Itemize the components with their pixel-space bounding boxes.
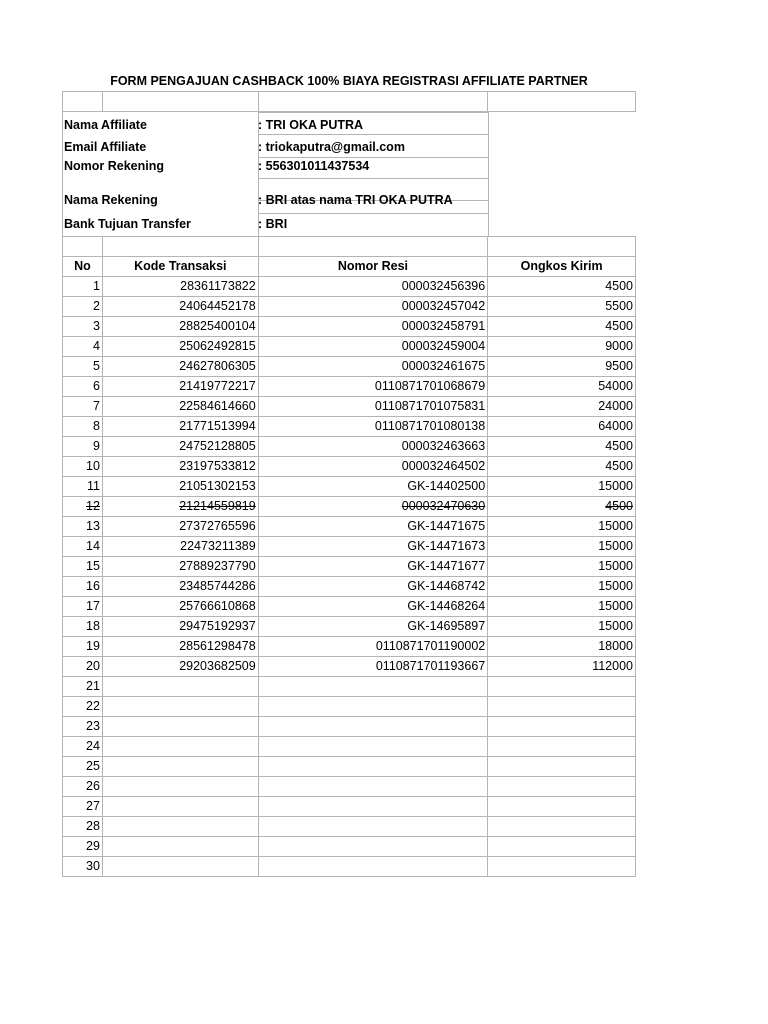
table-body: [63, 277, 636, 877]
row-no-cell: 24: [63, 737, 103, 757]
row-ongkos-cell: 4500: [488, 277, 636, 297]
table-row: [63, 677, 636, 697]
row-kode-cell: 23485744286: [102, 577, 258, 597]
table-header-row: [63, 257, 636, 277]
row-no-cell: 29: [63, 837, 103, 857]
spacer-cell: [63, 92, 103, 112]
row-kode-cell: [102, 857, 258, 877]
row-resi-cell: [258, 857, 488, 877]
row-kode-cell: [102, 817, 258, 837]
row-resi-cell: [258, 777, 488, 797]
header-nomor-resi: Nomor Resi: [258, 257, 488, 277]
row-no-cell: 11: [63, 477, 103, 497]
info-value: : 556301011437534: [258, 159, 370, 173]
table-row: [63, 757, 636, 777]
spacer-row-top: [62, 91, 636, 112]
info-value: : triokaputra@gmail.com: [258, 140, 405, 154]
row-kode-cell: [102, 837, 258, 857]
row-ongkos-cell: 15000: [488, 617, 636, 637]
table-row: [63, 377, 636, 397]
row-resi-cell: [258, 837, 488, 857]
spacer-cell: [102, 237, 258, 257]
row-no-cell: 18: [63, 617, 103, 637]
table-row: [63, 717, 636, 737]
row-ongkos-cell: 5500: [488, 297, 636, 317]
row-ongkos-cell: [488, 797, 636, 817]
row-kode-cell: 24064452178: [102, 297, 258, 317]
row-resi-cell: 0110871701075831: [258, 397, 488, 417]
table-row: [63, 597, 636, 617]
row-no-cell: 22: [63, 697, 103, 717]
row-resi-cell: GK-14402500: [258, 477, 488, 497]
spacer-cell: [488, 92, 636, 112]
row-resi-cell: [258, 797, 488, 817]
info-value: : BRI: [258, 217, 288, 231]
row-kode-cell: 25766610868: [102, 597, 258, 617]
table-row: [63, 557, 636, 577]
row-ongkos-cell: 4500: [488, 317, 636, 337]
row-no-cell: 3: [63, 317, 103, 337]
row-kode-cell: 22584614660: [102, 397, 258, 417]
row-ongkos-cell: 54000: [488, 377, 636, 397]
row-resi-cell: 000032458791: [258, 317, 488, 337]
row-ongkos-cell: [488, 697, 636, 717]
spacer-cell: [102, 92, 258, 112]
info-label: Nama Affiliate: [64, 118, 147, 132]
row-kode-cell: 27372765596: [102, 517, 258, 537]
info-value: : BRI atas nama TRI OKA PUTRA: [258, 193, 453, 207]
row-resi-cell: 000032456396: [258, 277, 488, 297]
table-row: [63, 857, 636, 877]
table-row: [63, 497, 636, 517]
row-resi-cell: 000032457042: [258, 297, 488, 317]
info-label: Nomor Rekening: [64, 159, 165, 173]
row-no-cell: 25: [63, 757, 103, 777]
header-ongkos-kirim: Ongkos Kirim: [488, 257, 636, 277]
row-ongkos-cell: 4500: [488, 497, 636, 517]
row-resi-cell: 000032459004: [258, 337, 488, 357]
table-row: [63, 277, 636, 297]
row-no-cell: 4: [63, 337, 103, 357]
row-no-cell: 17: [63, 597, 103, 617]
row-resi-cell: GK-14471673: [258, 537, 488, 557]
row-no-cell: 2: [63, 297, 103, 317]
table-row: [63, 357, 636, 377]
table-row: [63, 817, 636, 837]
row-kode-cell: [102, 677, 258, 697]
row-no-cell: 12: [63, 497, 103, 517]
row-no-cell: 23: [63, 717, 103, 737]
row-ongkos-cell: 9000: [488, 337, 636, 357]
form-title: FORM PENGAJUAN CASHBACK 100% BIAYA REGISTRASI AFFILIATE PARTNER: [110, 74, 588, 88]
table-row: [63, 477, 636, 497]
row-no-cell: 19: [63, 637, 103, 657]
row-ongkos-cell: [488, 737, 636, 757]
table-row: [63, 777, 636, 797]
row-resi-cell: GK-14695897: [258, 617, 488, 637]
row-kode-cell: 28561298478: [102, 637, 258, 657]
table-row: [63, 617, 636, 637]
row-no-cell: 16: [63, 577, 103, 597]
row-no-cell: 20: [63, 657, 103, 677]
row-no-cell: 21: [63, 677, 103, 697]
row-resi-cell: 0110871701193667: [258, 657, 488, 677]
row-ongkos-cell: [488, 777, 636, 797]
table-row: [63, 637, 636, 657]
info-label: Bank Tujuan Transfer: [64, 217, 191, 231]
row-kode-cell: 21771513994: [102, 417, 258, 437]
row-kode-cell: [102, 717, 258, 737]
row-resi-cell: GK-14468742: [258, 577, 488, 597]
row-resi-cell: [258, 717, 488, 737]
row-ongkos-cell: [488, 837, 636, 857]
row-kode-cell: 27889237790: [102, 557, 258, 577]
row-resi-cell: 000032464502: [258, 457, 488, 477]
info-label: Email Affiliate: [64, 140, 147, 154]
row-no-cell: 9: [63, 437, 103, 457]
table-row: [63, 837, 636, 857]
row-kode-cell: 23197533812: [102, 457, 258, 477]
table-row: [63, 797, 636, 817]
row-ongkos-cell: 15000: [488, 477, 636, 497]
row-kode-cell: [102, 757, 258, 777]
header-kode-transaksi: Kode Transaksi: [102, 257, 258, 277]
row-kode-cell: [102, 797, 258, 817]
info-value: : TRI OKA PUTRA: [258, 118, 364, 132]
row-kode-cell: 21214559819: [102, 497, 258, 517]
row-resi-cell: [258, 697, 488, 717]
row-ongkos-cell: [488, 717, 636, 737]
row-ongkos-cell: 15000: [488, 577, 636, 597]
row-ongkos-cell: 18000: [488, 637, 636, 657]
row-resi-cell: 000032463663: [258, 437, 488, 457]
table-row: [63, 397, 636, 417]
row-kode-cell: 29475192937: [102, 617, 258, 637]
row-resi-cell: [258, 757, 488, 777]
row-no-cell: 6: [63, 377, 103, 397]
row-resi-cell: 0110871701190002: [258, 637, 488, 657]
table-row: [63, 517, 636, 537]
row-no-cell: 14: [63, 537, 103, 557]
row-kode-cell: 29203682509: [102, 657, 258, 677]
row-kode-cell: [102, 777, 258, 797]
row-resi-cell: 000032470630: [258, 497, 488, 517]
transaction-table: [62, 236, 636, 877]
row-ongkos-cell: 64000: [488, 417, 636, 437]
row-resi-cell: GK-14471677: [258, 557, 488, 577]
table-row: [63, 437, 636, 457]
row-kode-cell: 22473211389: [102, 537, 258, 557]
row-resi-cell: [258, 737, 488, 757]
row-ongkos-cell: 24000: [488, 397, 636, 417]
row-resi-cell: 0110871701068679: [258, 377, 488, 397]
row-no-cell: 27: [63, 797, 103, 817]
row-resi-cell: [258, 677, 488, 697]
row-kode-cell: 21419772217: [102, 377, 258, 397]
row-kode-cell: 28825400104: [102, 317, 258, 337]
spacer-cell: [258, 237, 488, 257]
row-kode-cell: 24627806305: [102, 357, 258, 377]
info-label: Nama Rekening: [64, 193, 158, 207]
spacer-cell: [258, 92, 488, 112]
row-ongkos-cell: [488, 757, 636, 777]
row-resi-cell: GK-14471675: [258, 517, 488, 537]
row-no-cell: 5: [63, 357, 103, 377]
row-ongkos-cell: 112000: [488, 657, 636, 677]
row-no-cell: 1: [63, 277, 103, 297]
row-ongkos-cell: 4500: [488, 437, 636, 457]
row-resi-cell: 000032461675: [258, 357, 488, 377]
row-ongkos-cell: [488, 817, 636, 837]
table-row: [63, 697, 636, 717]
row-resi-cell: [258, 817, 488, 837]
table-row: [63, 417, 636, 437]
spacer-cell: [63, 237, 103, 257]
row-ongkos-cell: 4500: [488, 457, 636, 477]
table-row: [63, 537, 636, 557]
header-no: No: [63, 257, 103, 277]
row-ongkos-cell: 15000: [488, 537, 636, 557]
table-row: [63, 577, 636, 597]
row-no-cell: 13: [63, 517, 103, 537]
table-row: [63, 657, 636, 677]
row-resi-cell: GK-14468264: [258, 597, 488, 617]
row-no-cell: 26: [63, 777, 103, 797]
spacer-cell: [488, 237, 636, 257]
row-no-cell: 8: [63, 417, 103, 437]
spacer-row: [63, 237, 636, 257]
table-row: [63, 297, 636, 317]
table-row: [63, 737, 636, 757]
row-ongkos-cell: 15000: [488, 517, 636, 537]
row-kode-cell: [102, 737, 258, 757]
row-kode-cell: [102, 697, 258, 717]
row-no-cell: 7: [63, 397, 103, 417]
row-ongkos-cell: 15000: [488, 597, 636, 617]
row-ongkos-cell: [488, 857, 636, 877]
row-kode-cell: 24752128805: [102, 437, 258, 457]
table-row: [63, 337, 636, 357]
row-kode-cell: 25062492815: [102, 337, 258, 357]
table-row: [63, 317, 636, 337]
row-kode-cell: 21051302153: [102, 477, 258, 497]
row-resi-cell: 0110871701080138: [258, 417, 488, 437]
row-no-cell: 28: [63, 817, 103, 837]
row-no-cell: 10: [63, 457, 103, 477]
row-kode-cell: 28361173822: [102, 277, 258, 297]
row-ongkos-cell: [488, 677, 636, 697]
row-ongkos-cell: 15000: [488, 557, 636, 577]
table-row: [63, 457, 636, 477]
row-no-cell: 15: [63, 557, 103, 577]
row-ongkos-cell: 9500: [488, 357, 636, 377]
row-no-cell: 30: [63, 857, 103, 877]
